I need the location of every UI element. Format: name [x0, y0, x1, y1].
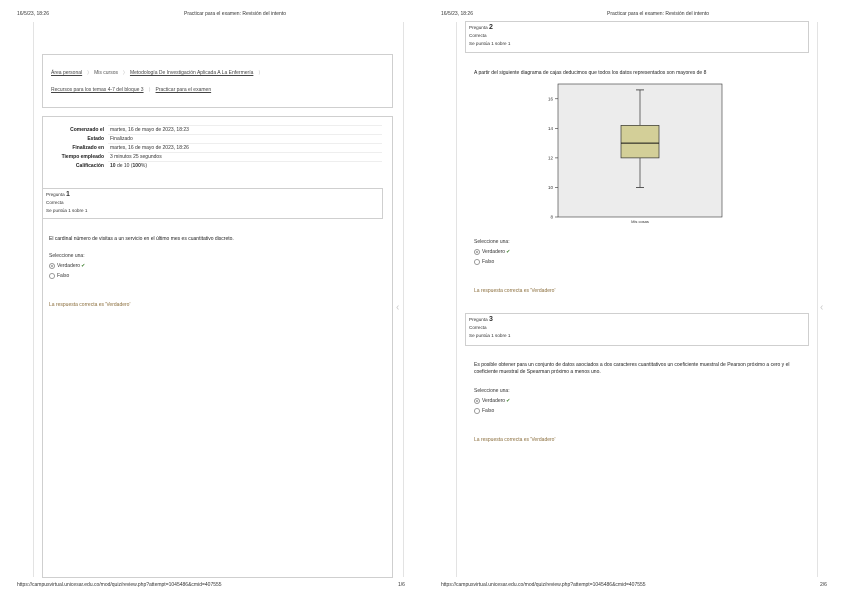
- breadcrumb: [42, 54, 393, 108]
- y-tick-label: 8: [550, 214, 553, 220]
- option-false[interactable]: Falso: [474, 257, 510, 267]
- breadcrumb-separator-icon: ⟩: [148, 87, 151, 93]
- radio-checked-icon: [474, 249, 480, 255]
- y-tick-label: 12: [547, 155, 553, 161]
- radio-icon: [474, 408, 480, 414]
- page2-footer-number: 2/6: [820, 582, 827, 588]
- option-false[interactable]: Falso: [49, 271, 85, 281]
- option-false[interactable]: Falso: [474, 406, 510, 416]
- y-tick-label: 10: [547, 184, 553, 190]
- page1-footer-url: https://campusvirtual.unicesar.edu.co/mod/quiz/review.php?attempt=1045486&cmid=407555: [17, 582, 222, 588]
- page2-header-datetime: 16/5/23, 18:26: [441, 11, 473, 17]
- option-true[interactable]: Verdadero✔: [49, 261, 85, 271]
- y-tick-label: 16: [547, 96, 553, 102]
- option-true[interactable]: Verdadero✔: [474, 247, 510, 257]
- breadcrumb-separator-icon: ⟩: [87, 70, 90, 76]
- breadcrumb-item-area-personal[interactable]: Área personal: [51, 70, 83, 76]
- question-1-correct-answer: La respuesta correcta es 'Verdadero': [49, 302, 131, 308]
- breadcrumb-item-course[interactable]: Metodología De Investigación Aplicada A La Enfermería: [129, 70, 254, 76]
- summary-row: Comenzado el martes, 16 de mayo de 2023, 18:23: [46, 126, 382, 135]
- radio-icon: [49, 273, 55, 279]
- select-label: Seleccione una:: [49, 253, 85, 259]
- question-points: Se puntúa 1 sobre 1: [46, 208, 88, 213]
- question-1-text: El cardinal número de visitas a un servicio en el último mes es cuantitativo discreto.: [49, 236, 234, 242]
- y-axis: [548, 96, 558, 219]
- question-number: 3: [488, 316, 493, 323]
- question-3-options: [474, 386, 510, 416]
- grade-score: 10: [110, 163, 116, 169]
- page1-header-title: Practicar para el examen: Revisión del intento: [184, 11, 286, 17]
- question-3-info: Pregunta 3 Correcta Se puntúa 1 sobre 1: [465, 313, 809, 346]
- breadcrumb-item-practicar[interactable]: Practicar para el examen: [155, 87, 212, 93]
- boxplot-chart: [540, 80, 730, 230]
- select-label: Seleccione una:: [474, 239, 510, 245]
- x-category-label: Mis cosas: [631, 219, 649, 224]
- question-2-correct-answer: La respuesta correcta es 'Verdadero': [474, 288, 556, 294]
- select-label: Seleccione una:: [474, 388, 510, 394]
- option-true[interactable]: Verdadero✔: [474, 396, 510, 406]
- radio-checked-icon: [49, 263, 55, 269]
- breadcrumb-separator-icon: ⟩: [258, 70, 261, 76]
- question-2-info: Pregunta 2 Correcta Se puntúa 1 sobre 1: [465, 21, 809, 53]
- question-number: 2: [488, 24, 493, 31]
- question-1-options: [49, 251, 85, 281]
- radio-checked-icon: [474, 398, 480, 404]
- y-tick-label: 14: [547, 125, 553, 131]
- question-points: Se puntúa 1 sobre 1: [469, 41, 511, 46]
- question-3-correct-answer: La respuesta correcta es 'Verdadero': [474, 437, 556, 443]
- check-icon: ✔: [506, 249, 511, 255]
- summary-row: Finalizado en martes, 16 de mayo de 2023, 18:26: [46, 144, 382, 153]
- page2-footer-url: https://campusvirtual.unicesar.edu.co/mod/quiz/review.php?attempt=1045486&cmid=407555: [441, 582, 646, 588]
- page1-footer-number: 1/6: [398, 582, 405, 588]
- question-status: Correcta: [469, 33, 487, 38]
- chevron-left-icon[interactable]: ‹: [820, 302, 824, 313]
- question-status: Correcta: [469, 325, 487, 330]
- question-2-options: [474, 237, 510, 267]
- check-icon: ✔: [506, 398, 511, 404]
- question-3-text: Es posible obtener para un conjunto de datos asociados a dos caracteres cuantitativos un coeficiente muestral de Pearson próximo a cero y el coeficiente muestral de Spearman próximo a menos uno.: [474, 362, 790, 375]
- attempt-summary-table: [46, 125, 382, 170]
- breadcrumb-separator-icon: ⟩: [123, 70, 125, 76]
- quiz-review-panel: [42, 116, 393, 578]
- question-1-info: Pregunta 1 Correcta Se puntúa 1 sobre 1: [42, 188, 383, 219]
- page1-header-datetime: 16/5/23, 18:26: [17, 11, 49, 17]
- radio-icon: [474, 259, 480, 265]
- page2-header-title: Practicar para el examen: Revisión del intento: [607, 11, 709, 17]
- summary-row-grade: Calificación 10 de 10 (100%): [46, 162, 382, 171]
- summary-row: Tiempo empleado 3 minutos 25 segundos: [46, 153, 382, 162]
- question-2-text: A partir del siguiente diagrama de cajas deducimos que todos los datos representados son mayores de 8: [474, 70, 707, 76]
- chevron-left-icon[interactable]: ‹: [396, 302, 400, 313]
- breadcrumb-item-mis-cursos[interactable]: Mis cursos: [94, 70, 118, 76]
- question-points: Se puntúa 1 sobre 1: [469, 333, 511, 338]
- check-icon: ✔: [81, 263, 86, 269]
- summary-row: Estado Finalizado: [46, 135, 382, 144]
- question-number: 1: [65, 191, 70, 198]
- iqr-box: [621, 125, 659, 158]
- question-status: Correcta: [46, 200, 64, 205]
- breadcrumb-item-recursos[interactable]: Recursos para los temas 4-7 del bloque 3: [51, 87, 144, 93]
